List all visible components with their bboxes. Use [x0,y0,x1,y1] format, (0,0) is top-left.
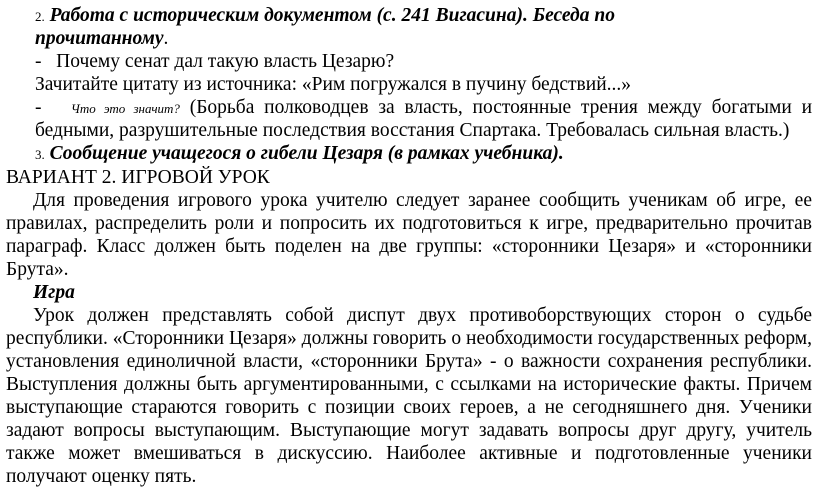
question-2-prompt: Что это значит? [70,101,180,116]
question-2-answer-line1: (Борьба полководцев за власть, постоянные трения между богатыми и [189,97,813,118]
question-2 [35,96,812,120]
section-2-heading [35,4,615,28]
intro-paragraph: Для проведения игрового урока учителю следует заранее сообщить ученикам об игре, ее правилах, распределить роли и попросить их подготовиться к игре, предварительно прочитав параграф. Класс должен быть поделен на две группы: «сторонники Цезаря» и «сторонники Брута». [6,190,812,280]
question-2-answer-line2: бедными, разрушительные последствия восстания Спартака. Требовалась сильная власть.) [35,120,790,141]
section-2-title-period: . [163,28,169,49]
question-2-dash: - [35,97,42,118]
section-3-number: 3. [35,147,45,162]
section-3-title: Сообщение учащегося о гибели Цезаря (в рамках учебника). [49,143,564,164]
game-paragraph: Урок должен представлять собой диспут двух противоборствующих сторон о судьбе республики. «Сторонники Цезаря» должны говорить о необходимости государственных реформ, установления единоличной власти, «сторонники Брута» - о важности сохранения республики. Выступления должны быть аргументированными, с ссылками на исторические факты. Причем выступающие стараются говорить с позиции своих героев, а не сегодняшнего дня. Ученики задают вопросы выступающим. Выступающие могут задавать вопросы друг другу, учитель также может вмешиваться в дискуссию. Наиболее активные и подготовленные ученики получают оценку пять. [6,305,812,487]
section-2-title-line2: прочитанному [35,28,164,49]
question-1 [35,50,394,73]
question-1-text: Почему сенат дал такую власть Цезарю? [56,51,395,72]
section-2-title-line1: Работа с историческим документом (с. 241 Вигасина). Беседа по [49,5,615,26]
section-2-heading-continued [35,27,168,50]
game-heading: Игра [33,282,75,303]
quote-line: Зачитайте цитату из источника: «Рим погружался в пучину бедствий...» [35,74,632,95]
variant-heading: ВАРИАНТ 2. ИГРОВОЙ УРОК [6,167,270,188]
question-1-dash: - [35,51,42,72]
section-2-number: 2. [35,9,45,24]
section-3-heading [35,142,564,166]
